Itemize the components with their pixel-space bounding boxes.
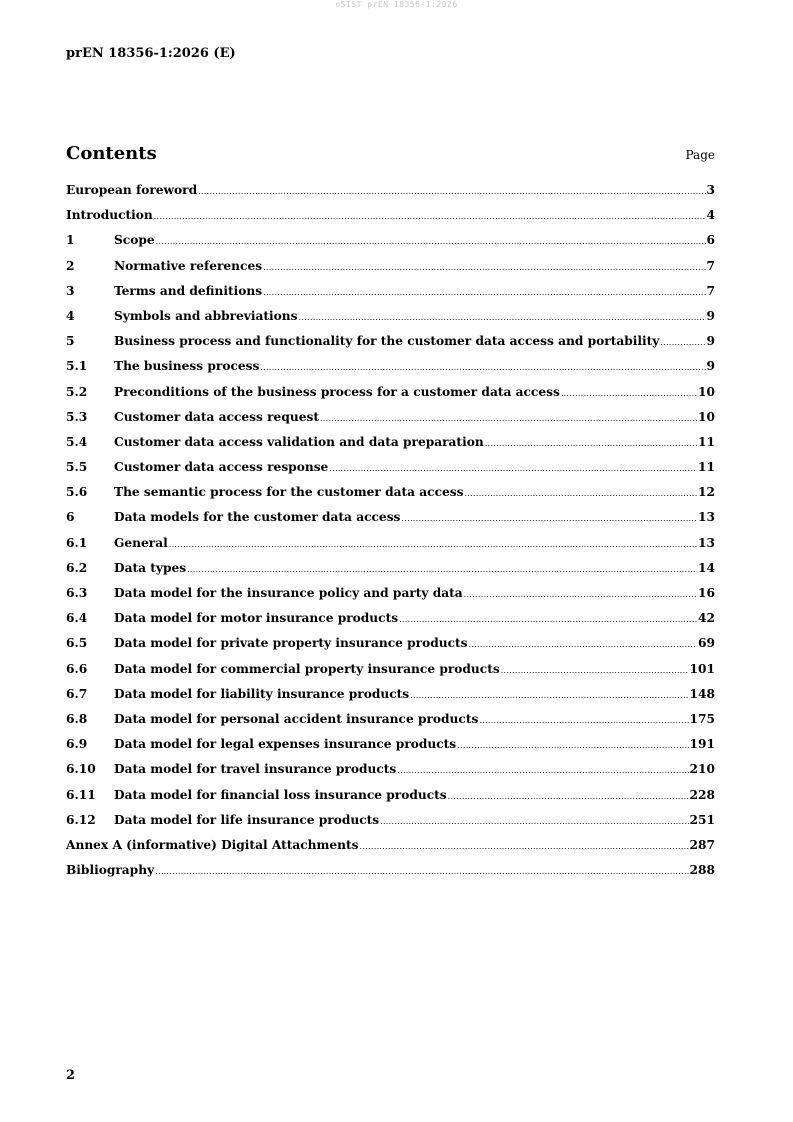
toc-entry-number: 2: [66, 258, 75, 273]
toc-header: [66, 143, 715, 164]
toc-dot-leader: [263, 288, 705, 297]
toc-dot-leader: [660, 338, 705, 347]
toc-entry[interactable]: [66, 762, 715, 787]
toc-entry[interactable]: [66, 561, 715, 586]
toc-entry-number: 6: [66, 510, 75, 525]
toc-entry-number: 6.12: [66, 812, 96, 827]
toc-entry-page: 287: [689, 837, 715, 852]
toc-entry-title: Data models for the customer data access: [114, 510, 401, 525]
toc-entry-title: The semantic process for the customer data access: [114, 485, 464, 500]
toc-entry-page: 16: [698, 586, 715, 600]
toc-title: Contents: [66, 143, 157, 164]
toc-dot-leader: [448, 792, 689, 801]
toc-entry-number: 5.5: [66, 460, 88, 475]
toc-entry-page: 7: [706, 258, 715, 273]
toc-entry[interactable]: [66, 460, 715, 485]
toc-entry-number: 3: [66, 283, 75, 298]
toc-entry-title: Bibliography: [66, 863, 155, 878]
toc-dot-leader: [464, 489, 697, 498]
toc-dot-leader: [397, 766, 688, 775]
toc-entry-title: Data model for legal expenses insurance products: [114, 737, 457, 752]
toc-entry-title: Data model for private property insurance products: [114, 636, 468, 651]
toc-entry-number: 6.8: [66, 711, 88, 726]
toc-entry[interactable]: [66, 233, 715, 258]
toc-entry[interactable]: [66, 712, 715, 737]
toc-entry[interactable]: [66, 284, 715, 309]
toc-dot-leader: [401, 514, 697, 523]
toc-dot-leader: [187, 565, 697, 574]
toc-entry[interactable]: [66, 510, 715, 535]
toc-dot-leader: [154, 212, 706, 221]
toc-entry-title: Scope: [114, 233, 155, 248]
toc-entry-page: 4: [706, 208, 715, 223]
toc-entry-page: 228: [689, 787, 715, 802]
toc-entry-number: 5.6: [66, 485, 88, 500]
toc-entry[interactable]: [66, 385, 715, 410]
table-of-contents: [66, 183, 715, 888]
toc-entry-title: Data types: [114, 560, 187, 575]
document-identifier: prEN 18356-1:2026 (E): [66, 46, 236, 61]
toc-entry-title: Data model for life insurance products: [114, 812, 380, 827]
toc-entry-number: 6.10: [66, 762, 96, 777]
toc-entry[interactable]: [66, 359, 715, 384]
toc-entry-number: 6.7: [66, 686, 88, 701]
toc-entry-title: European foreword: [66, 183, 198, 197]
toc-entry-number: 4: [66, 308, 75, 323]
toc-entry[interactable]: [66, 863, 715, 888]
toc-dot-leader: [457, 741, 688, 750]
toc-entry-number: 5.3: [66, 409, 88, 424]
toc-entry-page: 10: [698, 409, 715, 424]
toc-entry-page: 11: [698, 460, 715, 475]
toc-entry[interactable]: [66, 485, 715, 510]
toc-entry-title: Data model for financial loss insurance products: [114, 787, 447, 802]
toc-entry-title: Introduction: [66, 208, 153, 223]
toc-dot-leader: [399, 615, 697, 624]
toc-entry-page: 251: [689, 812, 715, 827]
toc-entry-title: Business process and functionality for the customer data access and portability: [114, 334, 660, 349]
toc-dot-leader: [198, 187, 705, 196]
toc-entry[interactable]: [66, 435, 715, 460]
toc-dot-leader: [380, 817, 688, 826]
toc-dot-leader: [464, 590, 697, 599]
toc-entry-title: Data model for commercial property insurance products: [114, 661, 500, 676]
toc-entry[interactable]: [66, 259, 715, 284]
toc-entry[interactable]: [66, 586, 715, 611]
toc-dot-leader: [410, 691, 688, 700]
toc-entry-number: 5: [66, 334, 75, 349]
toc-entry-page: 9: [706, 334, 715, 349]
toc-entry-number: 6.5: [66, 636, 88, 651]
toc-entry-number: 6.9: [66, 737, 88, 752]
toc-dot-leader: [485, 439, 697, 448]
toc-entry-number: 6.6: [66, 661, 88, 676]
toc-dot-leader: [479, 716, 688, 725]
toc-entry-number: 5.4: [66, 434, 88, 449]
toc-entry[interactable]: [66, 788, 715, 813]
toc-dot-leader: [156, 237, 706, 246]
toc-entry-page: 175: [689, 711, 715, 726]
toc-dot-leader: [469, 640, 698, 649]
watermark: oSIST prEN 18356-1:2026: [335, 0, 458, 9]
toc-entry-number: 6.1: [66, 535, 88, 550]
toc-entry-page: 9: [706, 308, 715, 323]
toc-entry[interactable]: [66, 334, 715, 359]
toc-entry-number: 5.2: [66, 384, 88, 399]
toc-entry[interactable]: [66, 687, 715, 712]
toc-dot-leader: [155, 867, 688, 876]
toc-entry-title: Terms and definitions: [114, 283, 263, 298]
toc-entry-title: General: [114, 535, 168, 550]
toc-entry-title: Data model for liability insurance products: [114, 686, 410, 701]
toc-dot-leader: [263, 263, 705, 272]
toc-entry[interactable]: [66, 208, 715, 233]
toc-entry-page: 6: [706, 233, 715, 248]
toc-entry-title: Customer data access validation and data preparation: [114, 434, 484, 449]
toc-entry-title: Data model for the insurance policy and party data: [114, 586, 463, 600]
toc-entry-number: 6.4: [66, 611, 88, 626]
toc-dot-leader: [360, 842, 689, 851]
toc-entry[interactable]: [66, 536, 715, 561]
toc-entry-number: 6.11: [66, 787, 96, 802]
toc-entry-number: 1: [66, 233, 75, 248]
toc-entry-title: The business process: [114, 359, 260, 374]
toc-entry-page: 148: [689, 686, 715, 701]
toc-entry-title: Customer data access response: [114, 460, 329, 475]
toc-entry-number: 5.1: [66, 359, 88, 374]
toc-dot-leader: [320, 414, 697, 423]
toc-entry-title: Data model for travel insurance products: [114, 762, 397, 777]
toc-dot-leader: [260, 363, 705, 372]
toc-entry-title: Symbols and abbreviations: [114, 308, 298, 323]
toc-dot-leader: [501, 666, 689, 675]
toc-entry-page: 210: [689, 762, 715, 777]
toc-entry-number: 6.3: [66, 586, 88, 600]
toc-entry-page: 7: [706, 283, 715, 298]
toc-entry-number: 6.2: [66, 560, 88, 575]
toc-entry-title: Preconditions of the business process for a customer data access: [114, 384, 560, 399]
toc-entry-page: 101: [689, 661, 715, 676]
toc-entry-title: Data model for motor insurance products: [114, 611, 399, 626]
toc-entry-page: 191: [689, 737, 715, 752]
toc-dot-leader: [561, 389, 697, 398]
toc-entry-page: 10: [698, 384, 715, 399]
toc-entry[interactable]: [66, 662, 715, 687]
toc-entry[interactable]: [66, 611, 715, 636]
toc-entry-title: Data model for personal accident insurance products: [114, 711, 479, 726]
toc-entry[interactable]: [66, 309, 715, 334]
toc-entry-page: 14: [698, 560, 715, 575]
page-number: 2: [66, 1068, 76, 1083]
toc-entry-page: 11: [698, 434, 715, 449]
toc-entry-page: 13: [698, 535, 715, 550]
toc-entry-page: 3: [706, 183, 715, 197]
toc-entry-page: 42: [698, 611, 715, 626]
toc-entry[interactable]: [66, 737, 715, 762]
toc-page-label: Page: [685, 148, 715, 162]
toc-entry-title: Normative references: [114, 258, 263, 273]
toc-entry-title: Annex A (informative) Digital Attachments: [66, 837, 359, 852]
toc-entry[interactable]: [66, 410, 715, 435]
toc-dot-leader: [329, 464, 697, 473]
toc-entry-page: 13: [698, 510, 715, 525]
toc-entry-page: 12: [698, 485, 715, 500]
toc-entry[interactable]: [66, 813, 715, 838]
toc-entry[interactable]: [66, 183, 715, 208]
toc-dot-leader: [169, 540, 697, 549]
toc-entry-page: 9: [706, 359, 715, 374]
toc-entry-page: 288: [689, 863, 715, 878]
toc-entry-title: Customer data access request: [114, 409, 319, 424]
toc-dot-leader: [299, 313, 706, 322]
toc-entry-page: 69: [698, 636, 715, 651]
toc-entry[interactable]: [66, 838, 715, 863]
toc-entry[interactable]: [66, 636, 715, 661]
